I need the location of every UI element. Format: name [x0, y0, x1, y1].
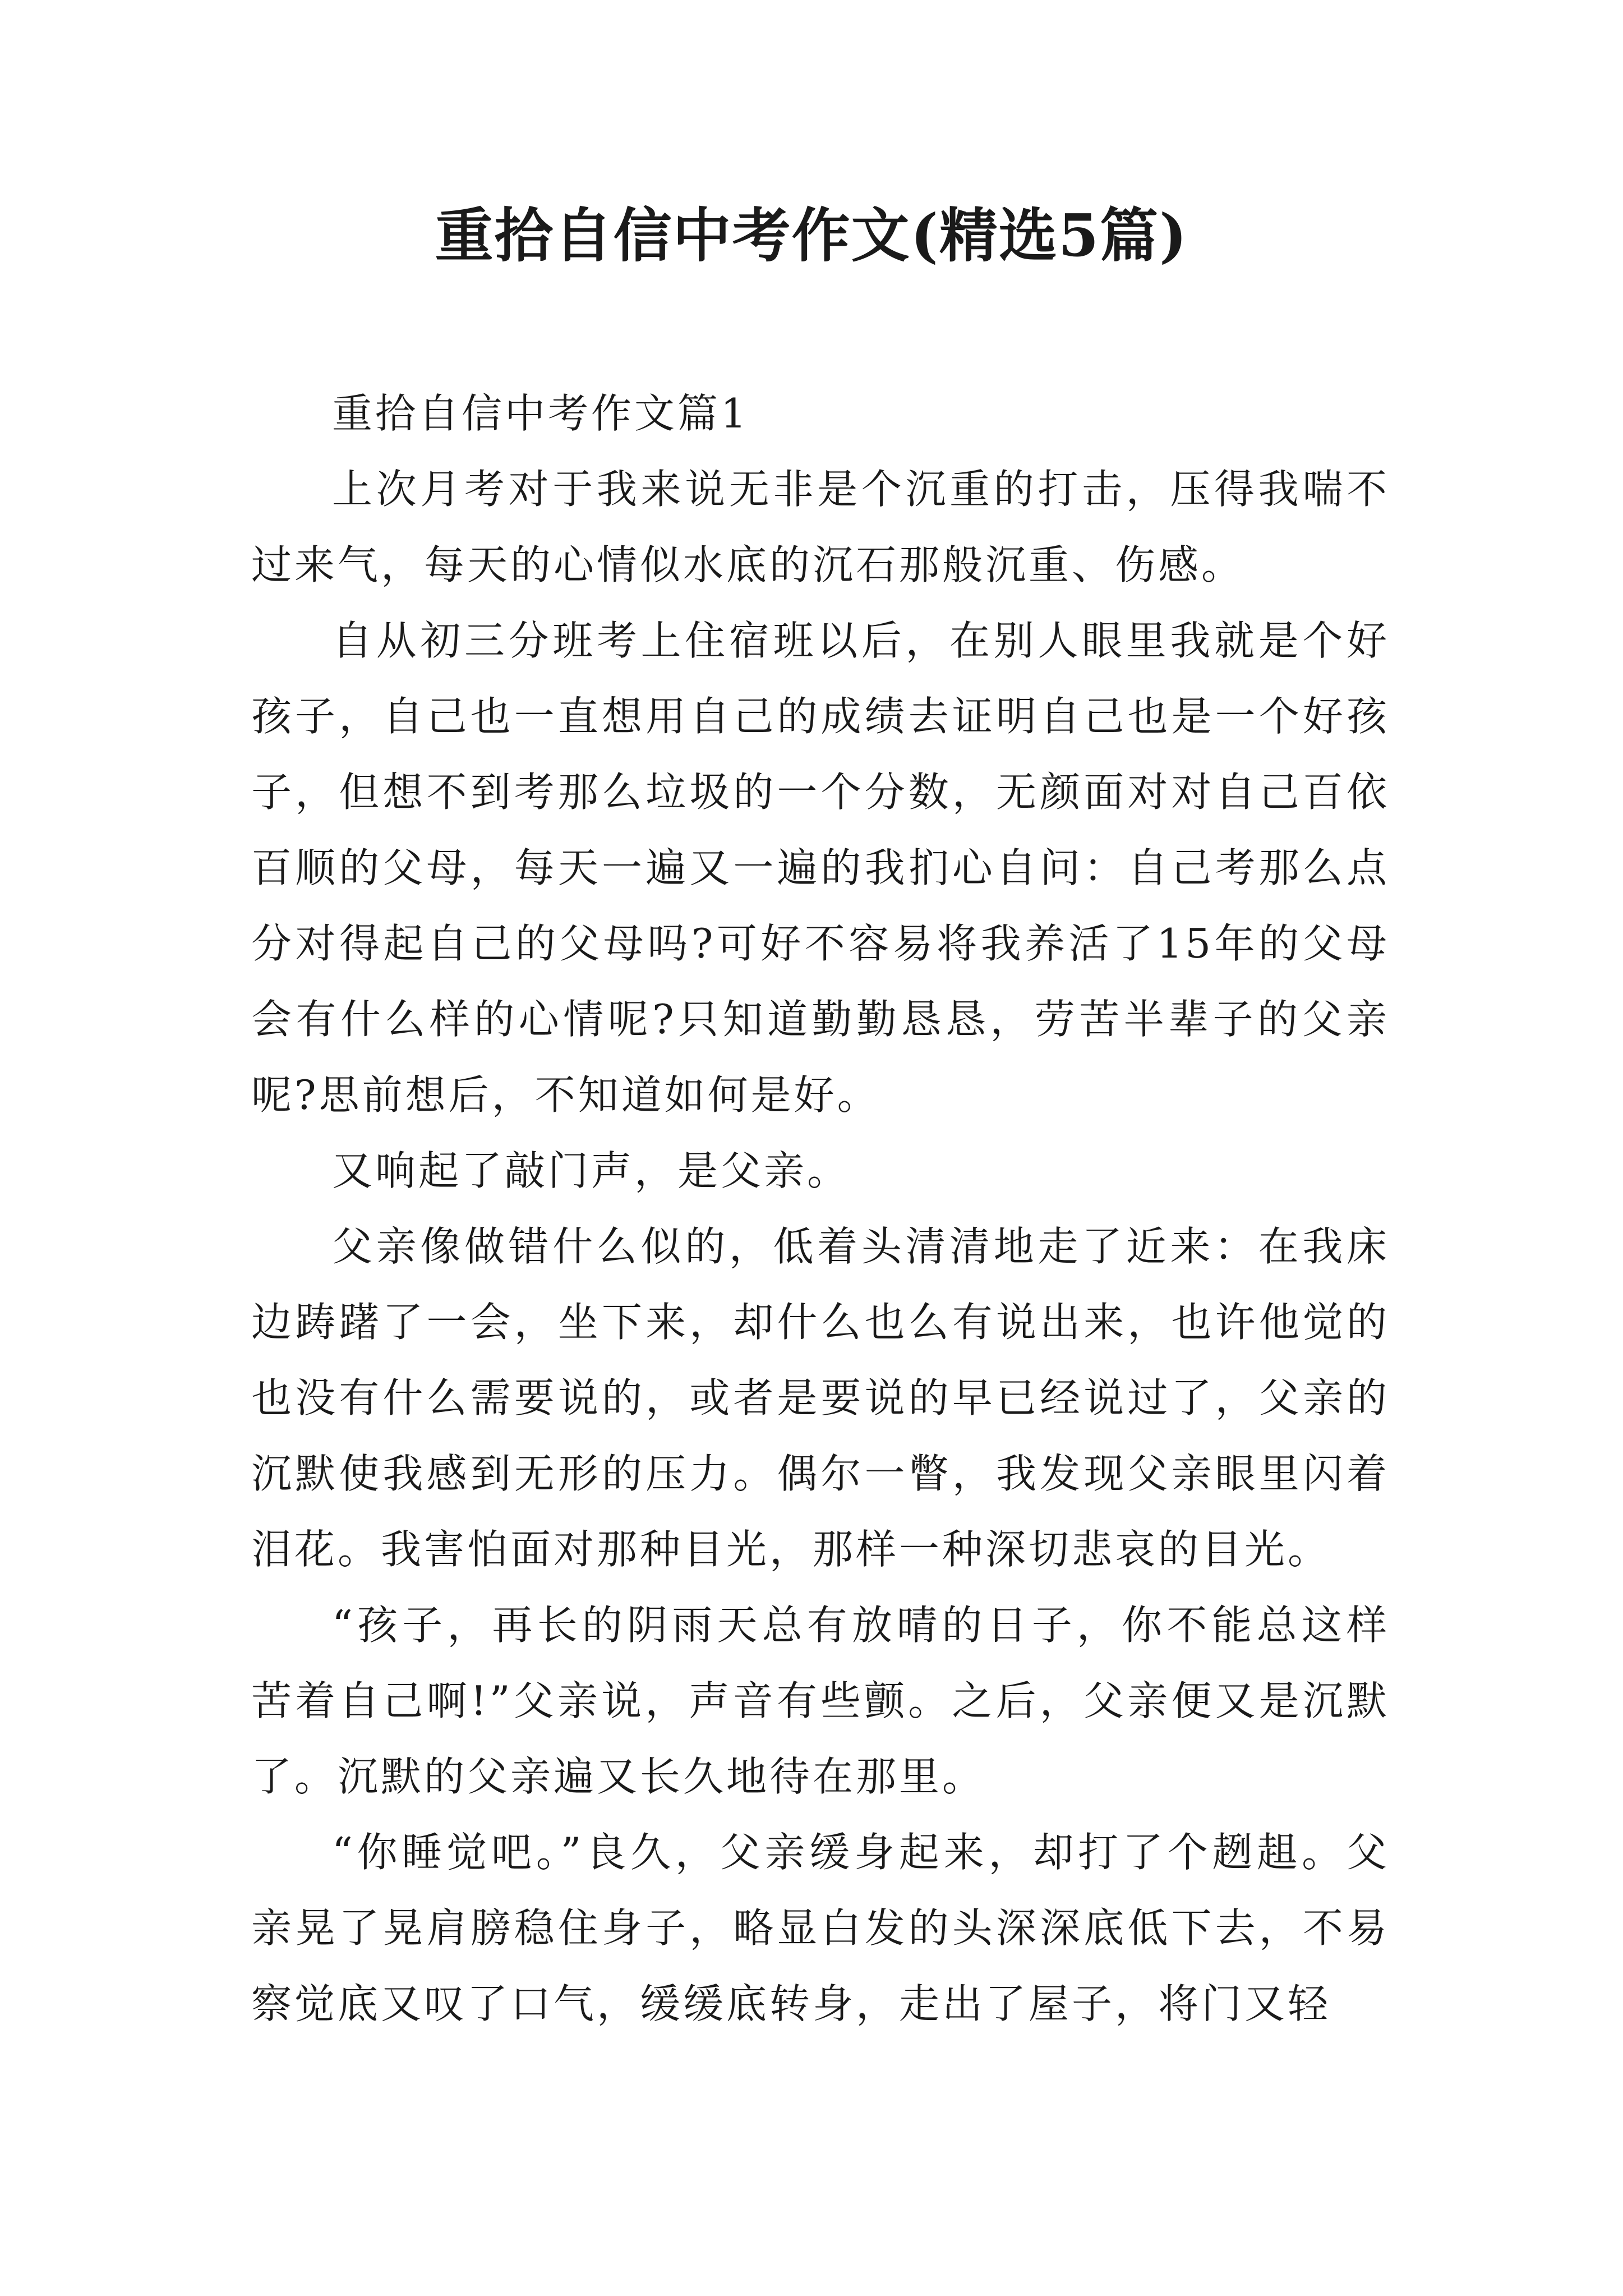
- document-title: 重拾自信中考作文(精选5篇): [435, 201, 1188, 270]
- paragraph: “孩子，再长的阴雨天总有放晴的日子，你不能总这样苦着自己啊!”父亲说，声音有些颤。之后，父亲便又是沉默了。沉默的父亲遍又长久地待在那里。: [251, 1602, 1390, 1800]
- paragraph: 父亲像做错什么似的，低着头清清地走了近来：在我床边踌躇了一会，坐下来，却什么也么有说出来，也许他觉的也没有什么需要说的，或者是要说的早已经说过了，父亲的沉默使我感到无形的压力。偶尔一瞥，我发现父亲眼里闪着泪花。我害怕面对那种目光，那样一种深切悲哀的目光。: [251, 1223, 1390, 1573]
- paragraph: 自从初三分班考上住宿班以后，在别人眼里我就是个好孩子，自己也一直想用自己的成绩去证明自己也是一个好孩子，但想不到考那么垃圾的一个分数，无颜面对对自己百依百顺的父母，每天一遍又一遍的我扪心自问：自己考那么点分对得起自己的父母吗?可好不容易将我养活了15年的父母会有什么样的心情呢?只知道勤勤恳恳，劳苦半辈子的父亲呢?思前想后，不知道如何是好。: [251, 617, 1390, 1119]
- paragraph: 又响起了敲门声，是父亲。: [332, 1147, 851, 1194]
- paragraph: 上次月考对于我来说无非是个沉重的打击，压得我喘不过来气，每天的心情似水底的沉石那般沉重、伤感。: [251, 466, 1390, 588]
- section-heading: 重拾自信中考作文篇1: [332, 390, 749, 437]
- paragraph: “你睡觉吧。”良久，父亲缓身起来，却打了个趔趄。父亲晃了晃肩膀稳住身子，略显白发的头深深底低下去，不易察觉底又叹了口气，缓缓底转身，走出了屋子，将门又轻: [251, 1829, 1390, 2027]
- document-body: [251, 376, 1390, 2042]
